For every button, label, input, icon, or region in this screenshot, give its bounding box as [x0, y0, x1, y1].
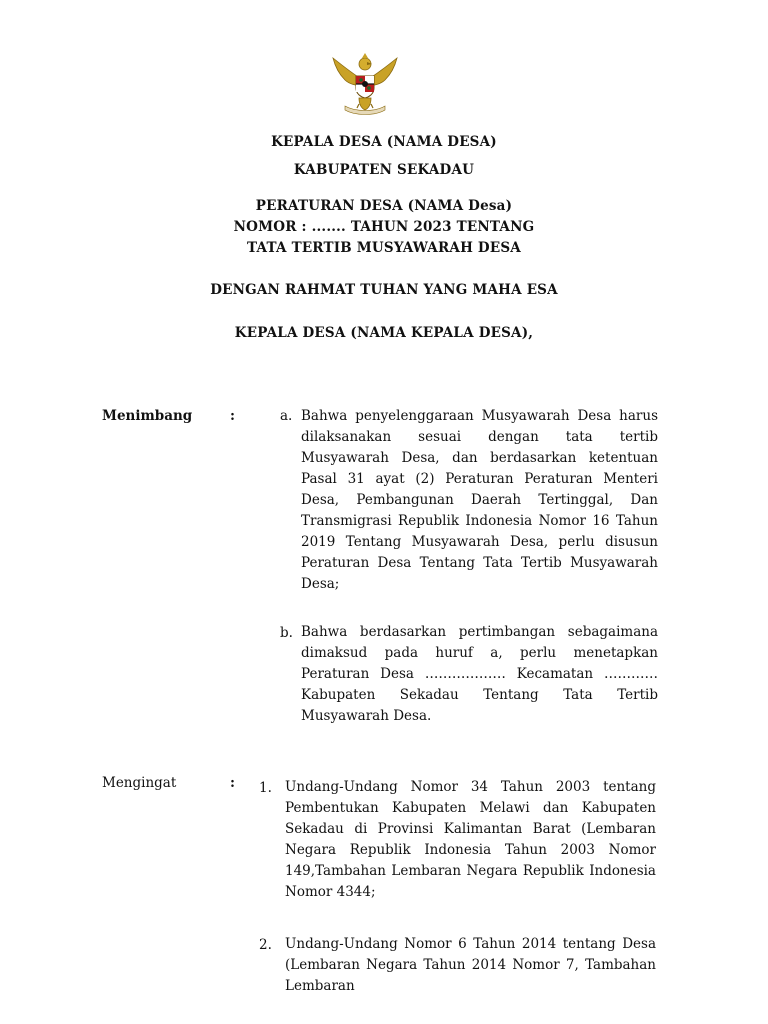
menimbang-marker-a: a. [280, 408, 293, 424]
mengingat-marker-2: 2. [259, 937, 272, 953]
regulation-title: PERATURAN DESA (NAMA Desa) [255, 198, 513, 214]
invocation: DENGAN RAHMAT TUHAN YANG MAHA ESA [210, 282, 558, 298]
mengingat-item-2: Undang-Undang Nomor 6 Tahun 2014 tentang Desa (Lembaran Negara Tahun 2014 Nomor 7, Tambahan Lembaran [285, 936, 656, 994]
header-title-2: KABUPATEN SEKADAU [293, 162, 475, 178]
menimbang-colon: : [230, 408, 235, 424]
menimbang-item-b: Bahwa berdasarkan pertimbangan sebagaimana dimaksud pada huruf a, perlu menetapkan Peraturan Desa ……………… Kecamatan ………… Kabupaten Sekadau Tentang Tata Tertib Musyawarah Desa. [301, 624, 658, 724]
mengingat-label: Mengingat [102, 775, 177, 791]
issuer-line: KEPALA DESA (NAMA KEPALA DESA), [234, 325, 534, 341]
mengingat-item-1: Undang-Undang Nomor 34 Tahun 2003 tentang Pembentukan Kabupaten Melawi dan Kabupaten Sekadau di Provinsi Kalimantan Barat (Lembaran Negara Republik Indonesia Tahun 2003 Nomor 149,Tambahan Lembaran Negara Republik Indonesia Nomor 4344; [285, 779, 656, 900]
mengingat-marker-1: 1. [259, 780, 272, 796]
mengingat-colon: : [230, 775, 235, 791]
menimbang-label: Menimbang [102, 408, 193, 424]
menimbang-marker-b: b. [280, 625, 293, 641]
regulation-subject: TATA TERTIB MUSYAWARAH DESA [247, 240, 521, 256]
regulation-number: NOMOR : ....... TAHUN 2023 TENTANG [233, 219, 535, 235]
menimbang-item-a: Bahwa penyelenggaraan Musyawarah Desa harus dilaksanakan sesuai dengan tata tertib Musyawarah Desa, dan berdasarkan ketentuan Pasal 31 ayat (2) Peraturan Peraturan Menteri Desa, Pembangunan Daerah Tertinggal, Dan Transmigrasi Republik Indonesia Nomor 16 Tahun 2019 Tentang Musyawarah Desa, perlu disusun Peraturan Desa Tentang Tata Tertib Musyawarah Desa; [301, 408, 658, 592]
header-title-1: KEPALA DESA (NAMA DESA) [271, 134, 497, 150]
garuda-emblem [329, 50, 401, 116]
